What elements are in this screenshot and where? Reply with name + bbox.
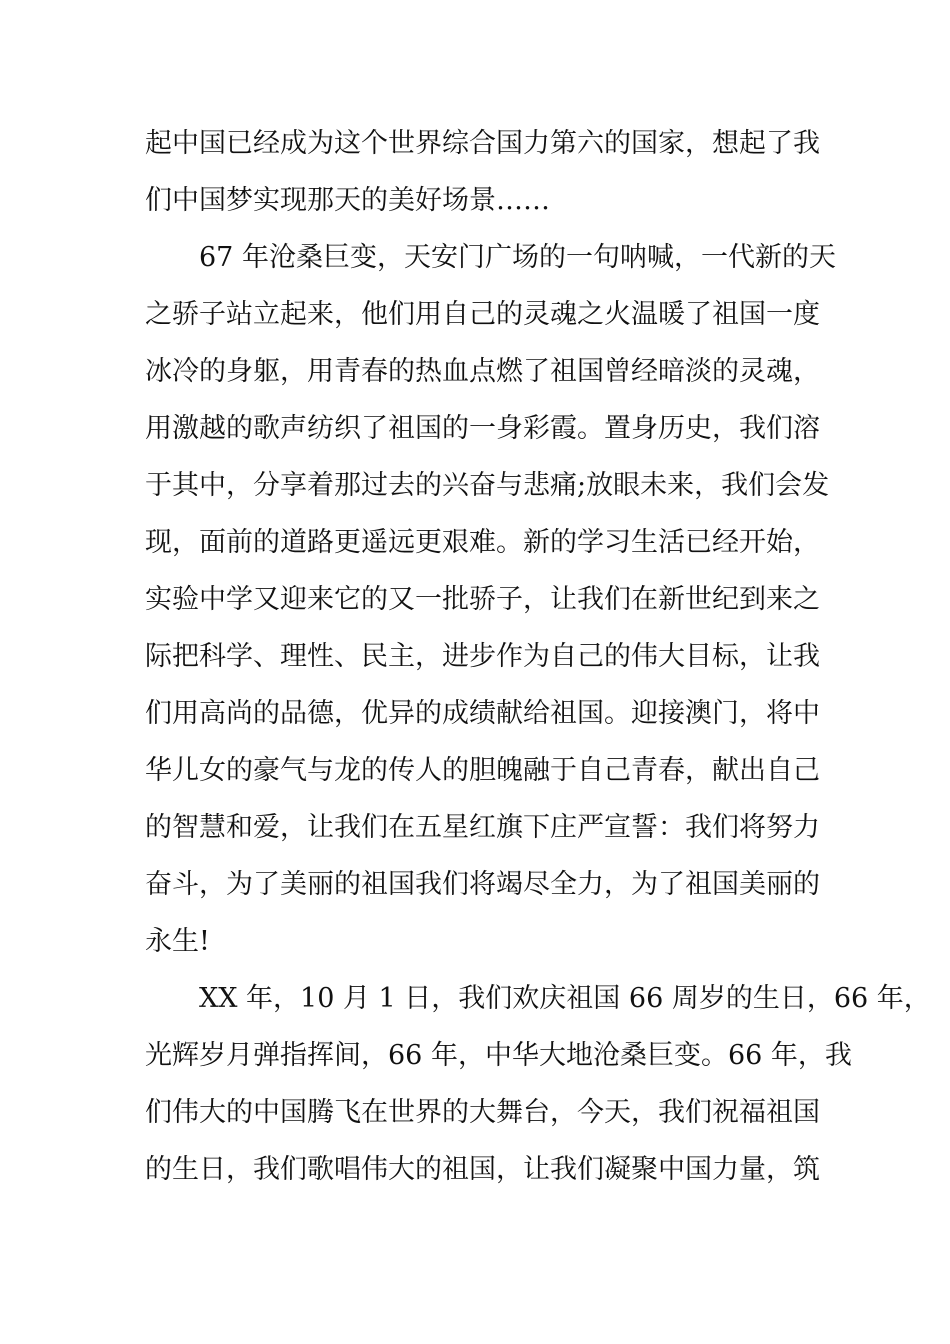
text-line: 起中国已经成为这个世界综合国力第六的国家，想起了我 [145,128,820,159]
text-line: 们用高尚的品德，优异的成绩献给祖国。迎接澳门，将中 [145,698,820,729]
text-line: 现，面前的道路更遥远更艰难。新的学习生活已经开始， [145,527,820,558]
text-line: 冰冷的身躯，用青春的热血点燃了祖国曾经暗淡的灵魂， [145,356,820,387]
text-line: 用激越的歌声纺织了祖国的一身彩霞。置身历史，我们溶 [145,413,820,444]
paragraph-start-line: 67 年沧桑巨变，天安门广场的一句呐喊，一代新的天 [199,242,836,273]
text-line: 光辉岁月弹指挥间，66 年，中华大地沧桑巨变。66 年，我 [145,1040,852,1071]
text-line: 于其中，分享着那过去的兴奋与悲痛;放眼未来，我们会发 [145,470,830,501]
text-line: 实验中学又迎来它的又一批骄子，让我们在新世纪到来之 [145,584,820,615]
text-line: 永生! [145,926,210,957]
text-line: 的智慧和爱，让我们在五星红旗下庄严宣誓：我们将努力 [145,812,820,843]
body-text [145,115,931,1198]
text-line: 们中国梦实现那天的美好场景…… [145,185,550,216]
text-line: 奋斗，为了美丽的祖国我们将竭尽全力，为了祖国美丽的 [145,869,820,900]
text-line: 之骄子站立起来，他们用自己的灵魂之火温暖了祖国一度 [145,299,820,330]
paragraph-start-line: XX 年，10 月 1 日，我们欢庆祖国 66 周岁的生日，66 年， [199,983,931,1014]
text-line: 华儿女的豪气与龙的传人的胆魄融于自己青春，献出自己 [145,755,820,786]
text-line: 的生日，我们歌唱伟大的祖国，让我们凝聚中国力量，筑 [145,1154,820,1185]
text-line: 际把科学、理性、民主，进步作为自己的伟大目标，让我 [145,641,820,672]
text-line: 们伟大的中国腾飞在世界的大舞台，今天，我们祝福祖国 [145,1097,820,1128]
